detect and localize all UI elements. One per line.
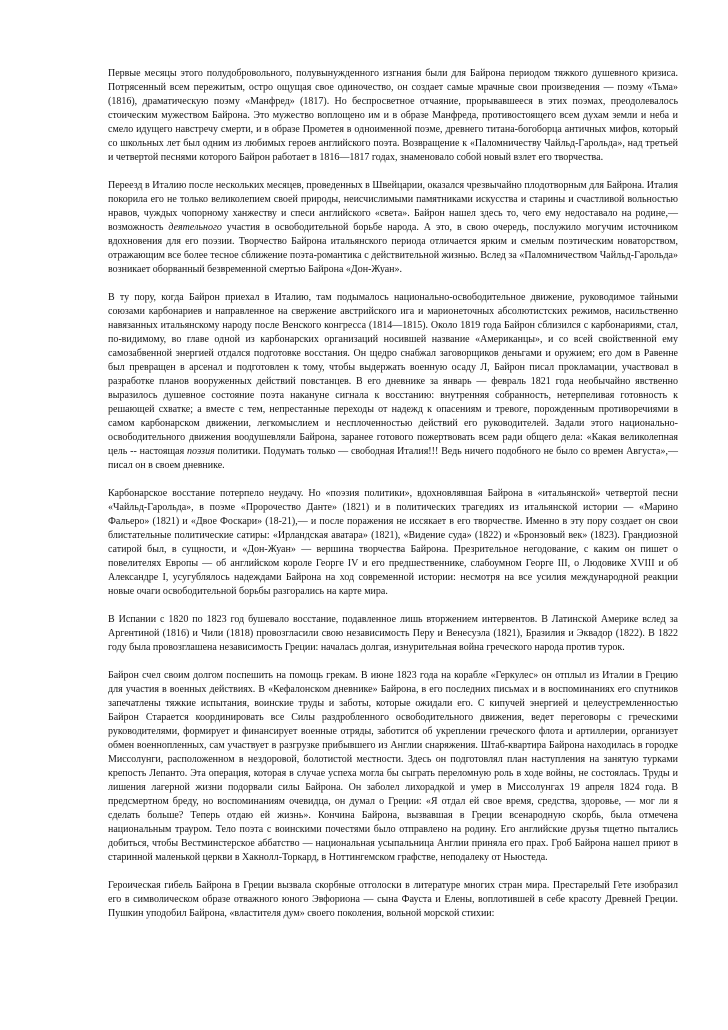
paragraph-text-segment: участия в освободительной борьбе народа. А это, в свою очередь, послужило могучим источником вдохновения для его поэзии. Творчество Байрона итальянского периода отличается ярким и смелым поэтическим новаторством, отражающим все более тесное сближение поэта-романтика с действительной жизнью. Вслед за «Паломничеством Чайльд-Гарольда» возникает оборванный безвременной смертью Байрона «Дон-Жуан». — [108, 222, 679, 275]
italic-word: деятельного — [168, 222, 222, 233]
paragraph-carbonari — [108, 291, 678, 473]
paragraph-revolutions: В Испании с 1820 по 1823 год бушевало восстание, подавленное лишь вторжением интервентов. В Латинской Америке вслед за Аргентиной (1816) и Чили (1818) провозгласили свою независимость Перу и Венесуэла (1821), Бразилия и Эквадор (1822). В 1822 году была провозглашена независимость Греции: началась долгая, изнурительная война греческого народа против турок. — [108, 614, 678, 653]
paragraph-legacy: Героическая гибель Байрона в Греции вызвала скорбные отголоски в литературе многих стран мира. Престарелый Гете изобразил его в символическом образе отважного юного Эвфориона — сына Фауста и Елены, воплотившей в себе красоту Древней Греции. Пушкин уподобил Байрона, «властителя дум» своего поколения, вольной морской стихии: — [108, 880, 678, 919]
italic-word: поэзия — [187, 446, 215, 457]
paragraph-greece-death: Байрон счел своим долгом поспешить на помощь грекам. В июне 1823 года на корабле «Геркулес» он отплыл из Италии в Грецию для участия в военных действиях. В «Кефалонском дневнике» Байрона, в его последних письмах и в воспоминаниях его спутников запечатлены тяжкие испытания, воинские труды и заботы, которые ожидали его. С кипучей энергией и целеустремленностью Байрон Старается координировать все Силы раздробленного освободительного движения, ведет переговоры с греческими руководителями, формирует и финансирует военные отряды, заботится об укреплении греческого флота и артиллерии, организует обмен военнопленных, сам участвует в разгрузке прибывшего из Англии снаряжения. Штаб-квартира Байрона находилась в городке Миссолунги, расположенном в нездоровой, болотистой местности. Здесь он подготовлял план наступления на занятую турками крепость Лепанто. Эта операция, которая в случае успеха могла бы сыграть переломную роль в ходе войны, не состоялась. Труды и лишения лагерной жизни подорвали силы Байрона. Он заболел лихорадкой и умер в Миссолунгах 19 апреля 1824 года. В предсмертном бреду, но воспоминаниям очевидца, он думал о Греции: «Я отдал ей свое время, средства, здоровье, — мог ли я сделать больше? Теперь отдаю ей жизнь». Кончина Байрона, вызвавшая в Греции всенародную скорбь, была отмечена национальным трауром. Тело поэта с воинскими почестями было отправлено на родину. Его английские друзья тщетно пытались добиться, чтобы Вестминстерское аббатство — национальная усыпальница Англии приняла его прах. Гроб Байрона нашел приют в старинной маленькой церкви в Хакнолл-Торкард, в Ноттингемском графстве, неподалеку от Ньюстеда. — [108, 670, 678, 863]
paragraph-text-segment: политики. Подумать только — свободная Италия!!! Ведь ничего подобного не было со времен Августа»,— писал он в своем дневнике. — [108, 446, 678, 471]
paragraph-text-segment: В ту пору, когда Байрон приехал в Италию, там подымалось национально-освободительное движение, руководимое тайными союзами карбонариев и направленное на свержение австрийского ига и марионеточных абсолютистских режимов, насильственно навязанных итальянскому народу после Венского конгресса (1814—1815). Около 1819 года Байрон сблизился с карбонариями, стал, по-видимому, во главе одной из карбонарских организаций носившей название «Американцы», и со всей свойственной ему самозабвенной энергией отдался подготовке восстания. Он щедро снабжал заговорщиков деньгами и оружием; его дом в Равенне был превращен в арсенал и подготовлен к тому, чтобы выдержать военную осаду Л, Байрон писал прокламации, участвовал в разработке планов вооруженных действий повстанцев. В его дневнике за январь — февраль 1821 года необычайно явственно выразилось душевное состояние поэта накануне сигнала к восстанию: внутренняя собранность, нетерпеливая готовность к решающей схватке; а вместе с тем, непрестанные переходы от надежд к опасениям и тревоге, порожденным противоречиями в самом карбонарском движении, легкомыслием и несплоченностью действий его руководителей. Задали этого национально-освободительного движения воодушевляли Байрона, заранее готового пожертвовать всем ради общего дела: «Какая великолепная цель -- настоящая — [108, 292, 678, 457]
paragraph-text-segment: Переезд в Италию после нескольких месяцев, проведенных в Швейцарии, оказался чрезвычайно плодотворным для Байрона. Италия покорила его не только великолепием своей природы, неисчислимыми памятниками искусства и старины и счастливой вольностью нравов, чуждых чопорному ханжеству и спеси английского «света». Байрон нашел здесь то, чего ему недоставало на родине,— возможность — [108, 180, 678, 233]
paragraph-exile-crisis: Первые месяцы этого полудобровольного, полувынужденного изгнания были для Байрона периодом тяжкого душевного кризиса. Потрясенный всем пережитым, остро ощущая свое одиночество, он создает самые мрачные свои произведения — поэму «Тьма» (1816), драматическую поэму «Манфред» (1817). Но беспросветное отчаяние, прорывавшееся в этих поэмах, преодолевалось стоическим мужеством Байрона. Это мужество воплощено им и в образе Манфреда, противостоящего всем духам земли и неба и смело идущего навстречу смерти, и в образе Прометея в одноименной поэме, древнего титана-богоборца античных мифов, который со школьных лет был одним из любимых героев английского поэта. Возвращение к «Паломничеству Чайльд-Гарольда», над третьей и четвертой песнями которого Байрон работает в 1816—1817 годах, знаменовало собой новый взлет его творчества. — [108, 68, 678, 163]
paragraph-italy-move — [108, 179, 678, 277]
paragraph-satires: Карбонарское восстание потерпело неудачу. Но «поэзия политики», вдохновлявшая Байрона в «итальянской» четвертой песни «Чайльд-Гарольда», в поэме «Пророчество Данте» (1821) и в политических трагедиях из итальянской истории — «Марино Фальеро» (1821) и «Двое Фоскари» (18-21),— и после поражения не иссякает в его творчестве. Именно в эту пору создает он свои блистательные политические сатиры: «Ирландская аватара» (1821), «Видение суда» (1822) и «Бронзовый век» (1823). Грандиозной сатирой был, в сущности, и «Дон-Жуан» — вершина творчества Байрона. Презрительное негодование, с каким он пишет о повелителях Европы — об английском короле Георге IV и его предшественнике, слабоумном Георге III, о Людовике XVIII и об Александре I, усугублялось надеждами Байрона на ход современной истории: несмотря на все усилия международной реакции новые очаги освободительной борьбы разгорались на карте мира. — [108, 488, 678, 597]
document-page — [108, 67, 678, 921]
